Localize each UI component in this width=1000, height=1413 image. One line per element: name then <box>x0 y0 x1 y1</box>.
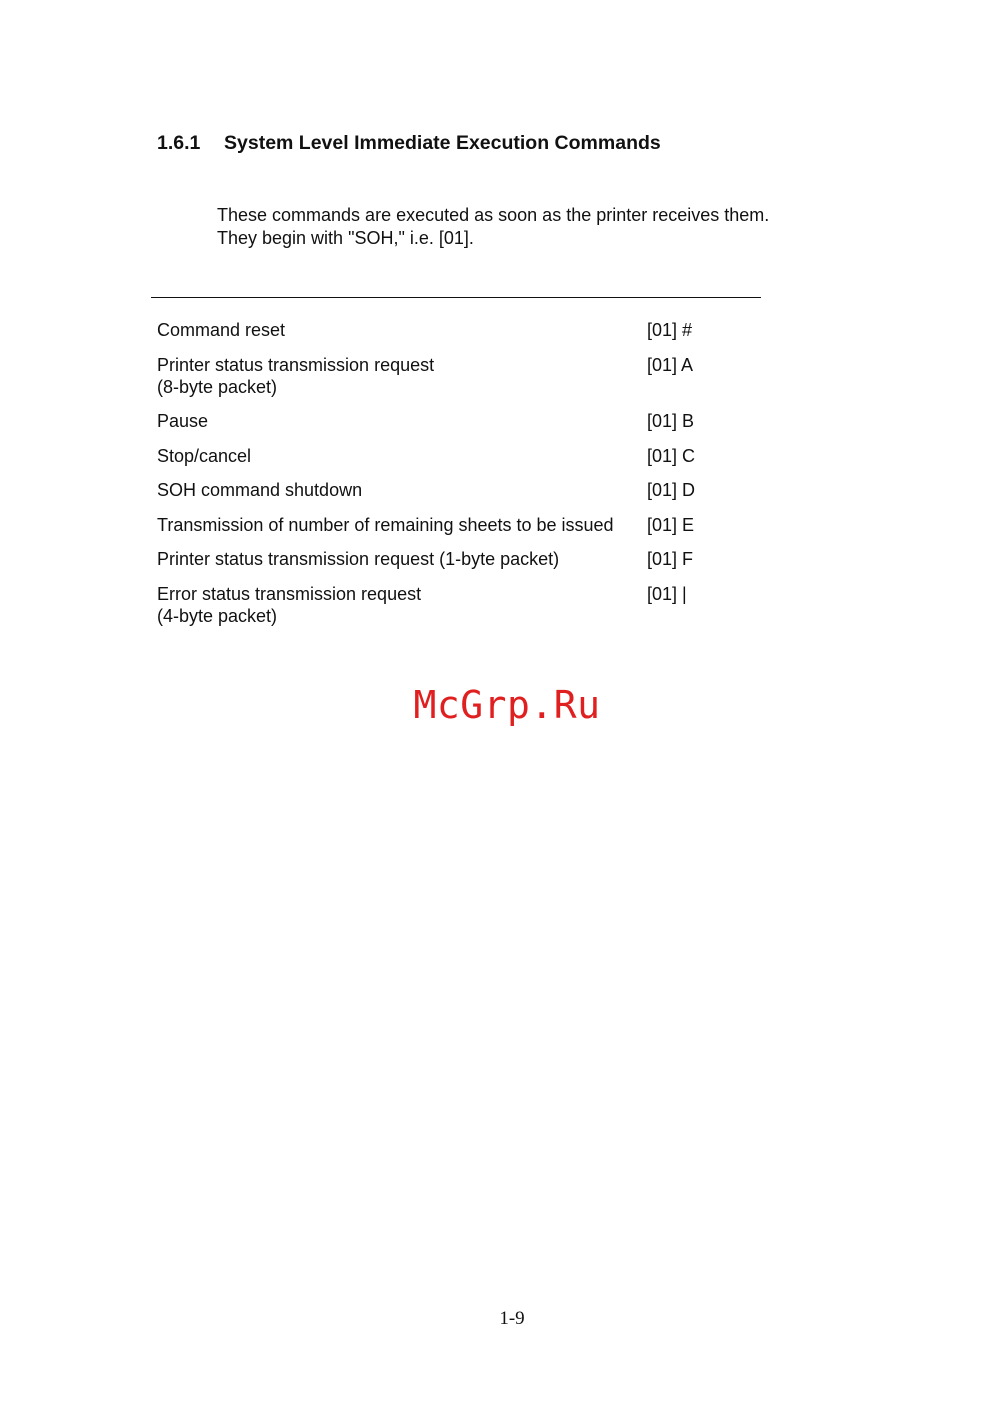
command-row <box>157 514 737 536</box>
command-code: [01] B <box>647 411 695 431</box>
command-name <box>157 583 637 627</box>
section-heading <box>157 132 661 155</box>
command-name <box>157 445 637 467</box>
command-name-line: Transmission of number of remaining sheets to be issued <box>157 514 614 535</box>
command-code: [01] | <box>647 583 687 604</box>
command-name-line: Printer status transmission request <box>157 354 435 375</box>
command-name-line: SOH command shutdown <box>157 480 363 500</box>
horizontal-rule <box>151 297 761 298</box>
command-name <box>157 548 637 570</box>
intro-line: They begin with "SOH," i.e. [01]. <box>217 228 474 248</box>
command-row <box>157 479 737 501</box>
command-code: [01] A <box>647 354 694 375</box>
intro-line: These commands are executed as soon as the printer receives them. <box>217 205 770 225</box>
command-code: [01] E <box>647 514 695 535</box>
command-row <box>157 354 737 398</box>
intro-paragraph <box>217 204 769 250</box>
command-name-line: (8-byte packet) <box>157 376 278 397</box>
command-row <box>157 583 737 627</box>
page-number: 1-9 <box>499 1308 525 1329</box>
command-code: [01] F <box>647 549 694 569</box>
command-name <box>157 479 637 501</box>
section-title: System Level Immediate Execution Commands <box>224 132 661 154</box>
watermark: McGrp.Ru <box>413 683 601 727</box>
command-row <box>157 445 737 467</box>
command-name-line: (4-byte packet) <box>157 605 278 626</box>
command-name <box>157 354 637 398</box>
command-code: [01] # <box>647 320 693 340</box>
command-name-line: Command reset <box>157 320 286 340</box>
command-name-line: Pause <box>157 411 209 431</box>
command-table <box>157 319 737 639</box>
command-name <box>157 514 637 536</box>
section-number: 1.6.1 <box>157 132 201 154</box>
command-row <box>157 548 737 570</box>
command-code: [01] C <box>647 445 696 466</box>
command-row <box>157 319 737 341</box>
command-name-line: Stop/cancel <box>157 445 252 466</box>
command-name-line: Error status transmission request <box>157 583 422 604</box>
command-name <box>157 319 637 341</box>
command-row <box>157 410 737 432</box>
command-name <box>157 410 637 432</box>
command-code: [01] D <box>647 480 696 500</box>
command-name-line: Printer status transmission request (1-byte packet) <box>157 549 560 569</box>
